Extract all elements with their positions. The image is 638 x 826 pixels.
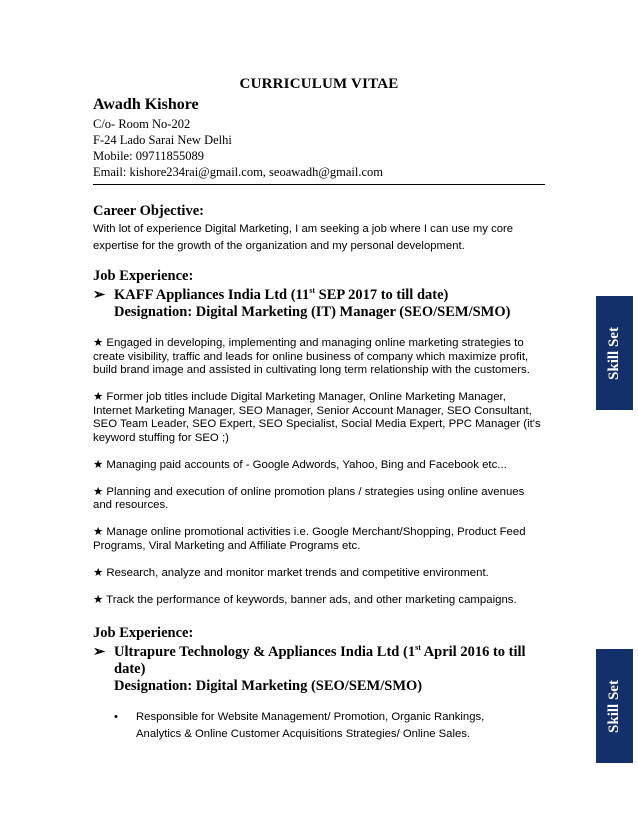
skill-set-tab[interactable] — [596, 649, 633, 763]
list-item: ★ Former job titles include Digital Marketing Manager, Online Marketing Manager, Internet Marketing Manager, SEO Manager, Senior Account Manager, SEO Consultant, SEO Team Leader, SEO Expert, SEO Specialist, Social Media Expert, PPC Manager (it's keyword stuffing for SEO ;) — [93, 391, 541, 444]
list-item: ★ Track the performance of keywords, banner ads, and other marketing campaigns. — [93, 593, 517, 606]
list-item: ★ Research, analyze and monitor market trends and competitive environment. — [93, 566, 489, 579]
bullet-icon: • — [114, 711, 118, 723]
job2-responsibilities — [114, 709, 514, 743]
header-divider — [93, 184, 545, 185]
arrow-bullet-icon: ➢ — [93, 287, 106, 303]
job1-designation: Designation: Digital Marketing (IT) Manager (SEO/SEM/SMO) — [114, 304, 511, 320]
job1-company: KAFF Appliances India Ltd (11st SEP 2017 to till date) — [114, 286, 449, 303]
job2-designation: Designation: Digital Marketing (SEO/SEM/SMO) — [114, 678, 423, 694]
mobile-number: Mobile: 09711855089 — [93, 149, 204, 163]
career-objective-heading: Career Objective: — [93, 203, 204, 219]
list-item: ★ Manage online promotional activities i.e. Google Merchant/Shopping, Product Feed Programs, Viral Marketing and Affiliate Programs etc. — [93, 526, 526, 552]
skill-set-tab-label: Skill Set — [606, 326, 622, 380]
document-title: CURRICULUM VITAE — [239, 76, 399, 92]
job1-responsibilities — [93, 337, 541, 621]
address-line-2: F-24 Lado Sarai New Delhi — [93, 133, 232, 147]
candidate-name: Awadh Kishore — [93, 96, 199, 113]
address-line-1: C/o- Room No-202 — [93, 117, 191, 131]
list-item: ★ Planning and execution of online promotion plans / strategies using online avenues and resources. — [93, 485, 525, 511]
list-item — [114, 709, 514, 743]
career-objective-text: With lot of experience Digital Marketing, I am seeking a job where I can use my core expertise for the growth of the organization and my personal development. — [93, 223, 514, 252]
job1-company-block — [93, 287, 533, 321]
skill-set-tab-label: Skill Set — [606, 679, 622, 733]
email-addresses: Email: kishore234rai@gmail.com, seoawadh@gmail.com — [93, 165, 383, 179]
job1-heading: Job Experience: — [93, 268, 194, 284]
list-item-text: Responsible for Website Management/ Promotion, Organic Rankings, Analytics & Online Customer Acquisitions Strategies/ Online Sales. — [136, 711, 485, 740]
job2-company-block — [93, 644, 543, 695]
job2-heading: Job Experience: — [93, 625, 194, 641]
job2-company: Ultrapure Technology & Appliances India Ltd (1st April 2016 to till date) — [114, 643, 526, 677]
contact-block — [93, 116, 383, 180]
list-item: ★ Managing paid accounts of - Google Adwords, Yahoo, Bing and Facebook etc... — [93, 458, 507, 471]
arrow-bullet-icon: ➢ — [93, 644, 106, 660]
skill-set-tab[interactable] — [596, 296, 633, 410]
list-item: ★ Engaged in developing, implementing and managing online marketing strategies to create visibility, traffic and leads for online business of company which maximize profit, build brand image and assisted in cultivating long term relationship with the customers. — [93, 337, 530, 376]
